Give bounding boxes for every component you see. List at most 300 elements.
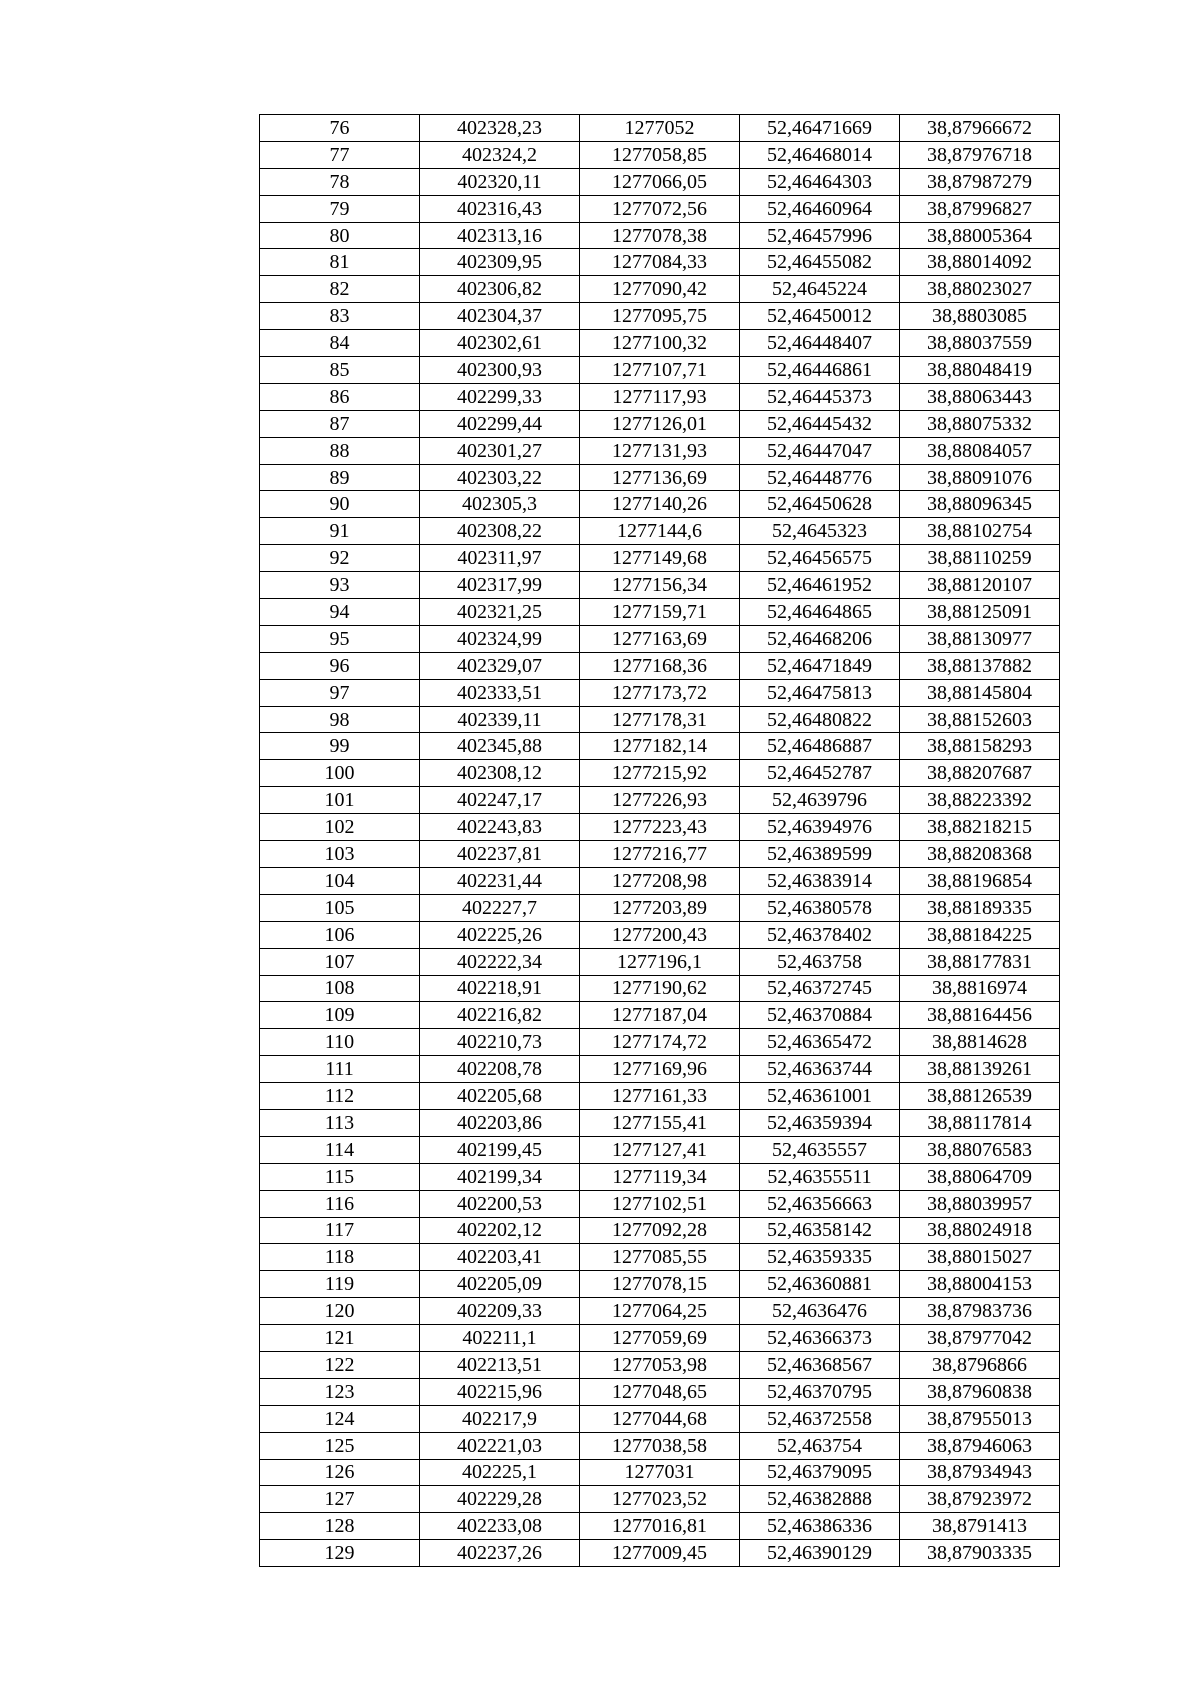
longitude-cell: 38,87923972 <box>900 1486 1060 1513</box>
y-coordinate-cell: 1277156,34 <box>580 572 740 599</box>
point-number-cell: 105 <box>260 894 420 921</box>
coordinates-table-body <box>260 115 1060 1567</box>
longitude-cell: 38,88023027 <box>900 276 1060 303</box>
table-row <box>260 1432 1060 1459</box>
x-coordinate-cell: 402210,73 <box>420 1029 580 1056</box>
x-coordinate-cell: 402199,45 <box>420 1136 580 1163</box>
x-coordinate-cell: 402203,86 <box>420 1109 580 1136</box>
point-number-cell: 85 <box>260 357 420 384</box>
latitude-cell: 52,46359394 <box>740 1109 900 1136</box>
longitude-cell: 38,87976718 <box>900 141 1060 168</box>
y-coordinate-cell: 1277044,68 <box>580 1405 740 1432</box>
longitude-cell: 38,88218215 <box>900 814 1060 841</box>
y-coordinate-cell: 1277159,71 <box>580 599 740 626</box>
x-coordinate-cell: 402217,9 <box>420 1405 580 1432</box>
latitude-cell: 52,46450012 <box>740 303 900 330</box>
longitude-cell: 38,87960838 <box>900 1378 1060 1405</box>
table-row <box>260 975 1060 1002</box>
point-number-cell: 94 <box>260 599 420 626</box>
latitude-cell: 52,46471669 <box>740 115 900 142</box>
latitude-cell: 52,46372745 <box>740 975 900 1002</box>
y-coordinate-cell: 1277092,28 <box>580 1217 740 1244</box>
table-row <box>260 760 1060 787</box>
latitude-cell: 52,46355511 <box>740 1163 900 1190</box>
latitude-cell: 52,46464865 <box>740 599 900 626</box>
latitude-cell: 52,46448776 <box>740 464 900 491</box>
y-coordinate-cell: 1277016,81 <box>580 1513 740 1540</box>
y-coordinate-cell: 1277200,43 <box>580 921 740 948</box>
x-coordinate-cell: 402205,68 <box>420 1083 580 1110</box>
longitude-cell: 38,87983736 <box>900 1298 1060 1325</box>
latitude-cell: 52,46356663 <box>740 1190 900 1217</box>
longitude-cell: 38,88064709 <box>900 1163 1060 1190</box>
latitude-cell: 52,46445373 <box>740 383 900 410</box>
table-row <box>260 303 1060 330</box>
y-coordinate-cell: 1277208,98 <box>580 867 740 894</box>
y-coordinate-cell: 1277117,93 <box>580 383 740 410</box>
point-number-cell: 82 <box>260 276 420 303</box>
longitude-cell: 38,87977042 <box>900 1325 1060 1352</box>
point-number-cell: 92 <box>260 545 420 572</box>
x-coordinate-cell: 402208,78 <box>420 1056 580 1083</box>
y-coordinate-cell: 1277196,1 <box>580 948 740 975</box>
point-number-cell: 103 <box>260 841 420 868</box>
table-row <box>260 168 1060 195</box>
longitude-cell: 38,88076583 <box>900 1136 1060 1163</box>
point-number-cell: 119 <box>260 1271 420 1298</box>
longitude-cell: 38,87966672 <box>900 115 1060 142</box>
point-number-cell: 87 <box>260 410 420 437</box>
y-coordinate-cell: 1277163,69 <box>580 625 740 652</box>
x-coordinate-cell: 402328,23 <box>420 115 580 142</box>
y-coordinate-cell: 1277072,56 <box>580 195 740 222</box>
point-number-cell: 116 <box>260 1190 420 1217</box>
longitude-cell: 38,88091076 <box>900 464 1060 491</box>
table-row <box>260 491 1060 518</box>
point-number-cell: 123 <box>260 1378 420 1405</box>
latitude-cell: 52,46382888 <box>740 1486 900 1513</box>
longitude-cell: 38,87934943 <box>900 1459 1060 1486</box>
y-coordinate-cell: 1277031 <box>580 1459 740 1486</box>
x-coordinate-cell: 402329,07 <box>420 652 580 679</box>
latitude-cell: 52,46448407 <box>740 330 900 357</box>
point-number-cell: 122 <box>260 1351 420 1378</box>
x-coordinate-cell: 402209,33 <box>420 1298 580 1325</box>
latitude-cell: 52,46475813 <box>740 679 900 706</box>
table-row <box>260 894 1060 921</box>
longitude-cell: 38,88024918 <box>900 1217 1060 1244</box>
y-coordinate-cell: 1277161,33 <box>580 1083 740 1110</box>
x-coordinate-cell: 402229,28 <box>420 1486 580 1513</box>
x-coordinate-cell: 402225,26 <box>420 921 580 948</box>
table-row <box>260 115 1060 142</box>
latitude-cell: 52,4645224 <box>740 276 900 303</box>
longitude-cell: 38,8816974 <box>900 975 1060 1002</box>
latitude-cell: 52,46461952 <box>740 572 900 599</box>
x-coordinate-cell: 402302,61 <box>420 330 580 357</box>
latitude-cell: 52,46360881 <box>740 1271 900 1298</box>
x-coordinate-cell: 402345,88 <box>420 733 580 760</box>
table-row <box>260 1271 1060 1298</box>
x-coordinate-cell: 402306,82 <box>420 276 580 303</box>
longitude-cell: 38,88125091 <box>900 599 1060 626</box>
table-row <box>260 787 1060 814</box>
table-row <box>260 1540 1060 1567</box>
latitude-cell: 52,46394976 <box>740 814 900 841</box>
longitude-cell: 38,88207687 <box>900 760 1060 787</box>
longitude-cell: 38,88063443 <box>900 383 1060 410</box>
longitude-cell: 38,87946063 <box>900 1432 1060 1459</box>
latitude-cell: 52,46468014 <box>740 141 900 168</box>
longitude-cell: 38,88037559 <box>900 330 1060 357</box>
point-number-cell: 89 <box>260 464 420 491</box>
table-row <box>260 1083 1060 1110</box>
y-coordinate-cell: 1277144,6 <box>580 518 740 545</box>
longitude-cell: 38,87903335 <box>900 1540 1060 1567</box>
latitude-cell: 52,46447047 <box>740 437 900 464</box>
longitude-cell: 38,88145804 <box>900 679 1060 706</box>
y-coordinate-cell: 1277048,65 <box>580 1378 740 1405</box>
longitude-cell: 38,88102754 <box>900 518 1060 545</box>
point-number-cell: 90 <box>260 491 420 518</box>
point-number-cell: 80 <box>260 222 420 249</box>
x-coordinate-cell: 402247,17 <box>420 787 580 814</box>
point-number-cell: 99 <box>260 733 420 760</box>
table-row <box>260 141 1060 168</box>
table-row <box>260 437 1060 464</box>
table-row <box>260 814 1060 841</box>
table-row <box>260 733 1060 760</box>
longitude-cell: 38,8803085 <box>900 303 1060 330</box>
y-coordinate-cell: 1277126,01 <box>580 410 740 437</box>
longitude-cell: 38,88120107 <box>900 572 1060 599</box>
latitude-cell: 52,46452787 <box>740 760 900 787</box>
y-coordinate-cell: 1277226,93 <box>580 787 740 814</box>
x-coordinate-cell: 402211,1 <box>420 1325 580 1352</box>
latitude-cell: 52,463758 <box>740 948 900 975</box>
longitude-cell: 38,88015027 <box>900 1244 1060 1271</box>
x-coordinate-cell: 402233,08 <box>420 1513 580 1540</box>
latitude-cell: 52,4645323 <box>740 518 900 545</box>
y-coordinate-cell: 1277053,98 <box>580 1351 740 1378</box>
y-coordinate-cell: 1277078,15 <box>580 1271 740 1298</box>
longitude-cell: 38,88196854 <box>900 867 1060 894</box>
table-row <box>260 948 1060 975</box>
point-number-cell: 84 <box>260 330 420 357</box>
latitude-cell: 52,46457996 <box>740 222 900 249</box>
table-row <box>260 1351 1060 1378</box>
x-coordinate-cell: 402320,11 <box>420 168 580 195</box>
longitude-cell: 38,87987279 <box>900 168 1060 195</box>
point-number-cell: 86 <box>260 383 420 410</box>
latitude-cell: 52,46379095 <box>740 1459 900 1486</box>
point-number-cell: 109 <box>260 1002 420 1029</box>
latitude-cell: 52,46446861 <box>740 357 900 384</box>
x-coordinate-cell: 402237,81 <box>420 841 580 868</box>
y-coordinate-cell: 1277216,77 <box>580 841 740 868</box>
x-coordinate-cell: 402203,41 <box>420 1244 580 1271</box>
longitude-cell: 38,88075332 <box>900 410 1060 437</box>
table-row <box>260 249 1060 276</box>
table-row <box>260 599 1060 626</box>
longitude-cell: 38,88137882 <box>900 652 1060 679</box>
longitude-cell: 38,88117814 <box>900 1109 1060 1136</box>
table-row <box>260 1325 1060 1352</box>
latitude-cell: 52,46455082 <box>740 249 900 276</box>
latitude-cell: 52,46471849 <box>740 652 900 679</box>
longitude-cell: 38,88177831 <box>900 948 1060 975</box>
y-coordinate-cell: 1277203,89 <box>580 894 740 921</box>
table-row <box>260 276 1060 303</box>
latitude-cell: 52,46389599 <box>740 841 900 868</box>
point-number-cell: 79 <box>260 195 420 222</box>
longitude-cell: 38,88158293 <box>900 733 1060 760</box>
coordinates-table <box>259 114 1060 1567</box>
latitude-cell: 52,46365472 <box>740 1029 900 1056</box>
point-number-cell: 120 <box>260 1298 420 1325</box>
table-row <box>260 195 1060 222</box>
y-coordinate-cell: 1277178,31 <box>580 706 740 733</box>
longitude-cell: 38,88039957 <box>900 1190 1060 1217</box>
table-row <box>260 652 1060 679</box>
table-row <box>260 572 1060 599</box>
longitude-cell: 38,88048419 <box>900 357 1060 384</box>
point-number-cell: 76 <box>260 115 420 142</box>
table-row <box>260 1378 1060 1405</box>
latitude-cell: 52,4636476 <box>740 1298 900 1325</box>
point-number-cell: 96 <box>260 652 420 679</box>
point-number-cell: 114 <box>260 1136 420 1163</box>
latitude-cell: 52,46468206 <box>740 625 900 652</box>
latitude-cell: 52,46372558 <box>740 1405 900 1432</box>
x-coordinate-cell: 402299,44 <box>420 410 580 437</box>
point-number-cell: 104 <box>260 867 420 894</box>
y-coordinate-cell: 1277187,04 <box>580 1002 740 1029</box>
latitude-cell: 52,46359335 <box>740 1244 900 1271</box>
point-number-cell: 107 <box>260 948 420 975</box>
point-number-cell: 118 <box>260 1244 420 1271</box>
latitude-cell: 52,46386336 <box>740 1513 900 1540</box>
longitude-cell: 38,88110259 <box>900 545 1060 572</box>
point-number-cell: 124 <box>260 1405 420 1432</box>
latitude-cell: 52,46486887 <box>740 733 900 760</box>
x-coordinate-cell: 402225,1 <box>420 1459 580 1486</box>
y-coordinate-cell: 1277059,69 <box>580 1325 740 1352</box>
table-row <box>260 383 1060 410</box>
y-coordinate-cell: 1277182,14 <box>580 733 740 760</box>
longitude-cell: 38,88189335 <box>900 894 1060 921</box>
point-number-cell: 111 <box>260 1056 420 1083</box>
table-row <box>260 222 1060 249</box>
table-row <box>260 1244 1060 1271</box>
table-row <box>260 410 1060 437</box>
y-coordinate-cell: 1277023,52 <box>580 1486 740 1513</box>
x-coordinate-cell: 402324,2 <box>420 141 580 168</box>
longitude-cell: 38,88184225 <box>900 921 1060 948</box>
x-coordinate-cell: 402300,93 <box>420 357 580 384</box>
longitude-cell: 38,88164456 <box>900 1002 1060 1029</box>
point-number-cell: 112 <box>260 1083 420 1110</box>
latitude-cell: 52,46390129 <box>740 1540 900 1567</box>
x-coordinate-cell: 402311,97 <box>420 545 580 572</box>
x-coordinate-cell: 402299,33 <box>420 383 580 410</box>
point-number-cell: 81 <box>260 249 420 276</box>
x-coordinate-cell: 402339,11 <box>420 706 580 733</box>
y-coordinate-cell: 1277119,34 <box>580 1163 740 1190</box>
point-number-cell: 88 <box>260 437 420 464</box>
longitude-cell: 38,88084057 <box>900 437 1060 464</box>
table-row <box>260 1190 1060 1217</box>
y-coordinate-cell: 1277078,38 <box>580 222 740 249</box>
y-coordinate-cell: 1277090,42 <box>580 276 740 303</box>
x-coordinate-cell: 402215,96 <box>420 1378 580 1405</box>
latitude-cell: 52,46370795 <box>740 1378 900 1405</box>
table-row <box>260 921 1060 948</box>
table-row <box>260 357 1060 384</box>
point-number-cell: 83 <box>260 303 420 330</box>
x-coordinate-cell: 402303,22 <box>420 464 580 491</box>
point-number-cell: 93 <box>260 572 420 599</box>
table-row <box>260 330 1060 357</box>
point-number-cell: 95 <box>260 625 420 652</box>
longitude-cell: 38,88130977 <box>900 625 1060 652</box>
latitude-cell: 52,46380578 <box>740 894 900 921</box>
longitude-cell: 38,88004153 <box>900 1271 1060 1298</box>
y-coordinate-cell: 1277131,93 <box>580 437 740 464</box>
x-coordinate-cell: 402316,43 <box>420 195 580 222</box>
latitude-cell: 52,46363744 <box>740 1056 900 1083</box>
y-coordinate-cell: 1277140,26 <box>580 491 740 518</box>
x-coordinate-cell: 402213,51 <box>420 1351 580 1378</box>
latitude-cell: 52,46480822 <box>740 706 900 733</box>
y-coordinate-cell: 1277085,55 <box>580 1244 740 1271</box>
x-coordinate-cell: 402231,44 <box>420 867 580 894</box>
point-number-cell: 127 <box>260 1486 420 1513</box>
y-coordinate-cell: 1277084,33 <box>580 249 740 276</box>
longitude-cell: 38,8791413 <box>900 1513 1060 1540</box>
y-coordinate-cell: 1277190,62 <box>580 975 740 1002</box>
x-coordinate-cell: 402222,34 <box>420 948 580 975</box>
latitude-cell: 52,46460964 <box>740 195 900 222</box>
latitude-cell: 52,46366373 <box>740 1325 900 1352</box>
longitude-cell: 38,88014092 <box>900 249 1060 276</box>
y-coordinate-cell: 1277038,58 <box>580 1432 740 1459</box>
y-coordinate-cell: 1277136,69 <box>580 464 740 491</box>
x-coordinate-cell: 402202,12 <box>420 1217 580 1244</box>
y-coordinate-cell: 1277064,25 <box>580 1298 740 1325</box>
latitude-cell: 52,46370884 <box>740 1002 900 1029</box>
x-coordinate-cell: 402304,37 <box>420 303 580 330</box>
x-coordinate-cell: 402313,16 <box>420 222 580 249</box>
y-coordinate-cell: 1277102,51 <box>580 1190 740 1217</box>
point-number-cell: 121 <box>260 1325 420 1352</box>
x-coordinate-cell: 402227,7 <box>420 894 580 921</box>
y-coordinate-cell: 1277168,36 <box>580 652 740 679</box>
point-number-cell: 91 <box>260 518 420 545</box>
point-number-cell: 126 <box>260 1459 420 1486</box>
x-coordinate-cell: 402321,25 <box>420 599 580 626</box>
y-coordinate-cell: 1277009,45 <box>580 1540 740 1567</box>
latitude-cell: 52,46358142 <box>740 1217 900 1244</box>
y-coordinate-cell: 1277127,41 <box>580 1136 740 1163</box>
latitude-cell: 52,46450628 <box>740 491 900 518</box>
x-coordinate-cell: 402324,99 <box>420 625 580 652</box>
table-row <box>260 1029 1060 1056</box>
x-coordinate-cell: 402308,22 <box>420 518 580 545</box>
x-coordinate-cell: 402218,91 <box>420 975 580 1002</box>
longitude-cell: 38,88139261 <box>900 1056 1060 1083</box>
point-number-cell: 129 <box>260 1540 420 1567</box>
point-number-cell: 78 <box>260 168 420 195</box>
y-coordinate-cell: 1277052 <box>580 115 740 142</box>
y-coordinate-cell: 1277058,85 <box>580 141 740 168</box>
latitude-cell: 52,46383914 <box>740 867 900 894</box>
table-row <box>260 1163 1060 1190</box>
latitude-cell: 52,46445432 <box>740 410 900 437</box>
y-coordinate-cell: 1277107,71 <box>580 357 740 384</box>
point-number-cell: 128 <box>260 1513 420 1540</box>
point-number-cell: 98 <box>260 706 420 733</box>
point-number-cell: 117 <box>260 1217 420 1244</box>
y-coordinate-cell: 1277169,96 <box>580 1056 740 1083</box>
table-row <box>260 679 1060 706</box>
longitude-cell: 38,8814628 <box>900 1029 1060 1056</box>
x-coordinate-cell: 402243,83 <box>420 814 580 841</box>
y-coordinate-cell: 1277215,92 <box>580 760 740 787</box>
y-coordinate-cell: 1277149,68 <box>580 545 740 572</box>
table-row <box>260 464 1060 491</box>
x-coordinate-cell: 402308,12 <box>420 760 580 787</box>
table-row <box>260 1513 1060 1540</box>
y-coordinate-cell: 1277066,05 <box>580 168 740 195</box>
point-number-cell: 108 <box>260 975 420 1002</box>
table-row <box>260 706 1060 733</box>
table-row <box>260 867 1060 894</box>
x-coordinate-cell: 402305,3 <box>420 491 580 518</box>
table-row <box>260 518 1060 545</box>
table-row <box>260 1298 1060 1325</box>
latitude-cell: 52,46378402 <box>740 921 900 948</box>
x-coordinate-cell: 402200,53 <box>420 1190 580 1217</box>
x-coordinate-cell: 402221,03 <box>420 1432 580 1459</box>
longitude-cell: 38,88126539 <box>900 1083 1060 1110</box>
longitude-cell: 38,87955013 <box>900 1405 1060 1432</box>
point-number-cell: 100 <box>260 760 420 787</box>
table-row <box>260 1405 1060 1432</box>
longitude-cell: 38,88005364 <box>900 222 1060 249</box>
latitude-cell: 52,46464303 <box>740 168 900 195</box>
table-row <box>260 625 1060 652</box>
longitude-cell: 38,88208368 <box>900 841 1060 868</box>
table-row <box>260 1136 1060 1163</box>
longitude-cell: 38,8796866 <box>900 1351 1060 1378</box>
x-coordinate-cell: 402205,09 <box>420 1271 580 1298</box>
x-coordinate-cell: 402309,95 <box>420 249 580 276</box>
longitude-cell: 38,88223392 <box>900 787 1060 814</box>
x-coordinate-cell: 402333,51 <box>420 679 580 706</box>
y-coordinate-cell: 1277174,72 <box>580 1029 740 1056</box>
point-number-cell: 101 <box>260 787 420 814</box>
point-number-cell: 97 <box>260 679 420 706</box>
latitude-cell: 52,463754 <box>740 1432 900 1459</box>
latitude-cell: 52,46361001 <box>740 1083 900 1110</box>
y-coordinate-cell: 1277223,43 <box>580 814 740 841</box>
latitude-cell: 52,46456575 <box>740 545 900 572</box>
latitude-cell: 52,4635557 <box>740 1136 900 1163</box>
longitude-cell: 38,88096345 <box>900 491 1060 518</box>
y-coordinate-cell: 1277155,41 <box>580 1109 740 1136</box>
point-number-cell: 110 <box>260 1029 420 1056</box>
